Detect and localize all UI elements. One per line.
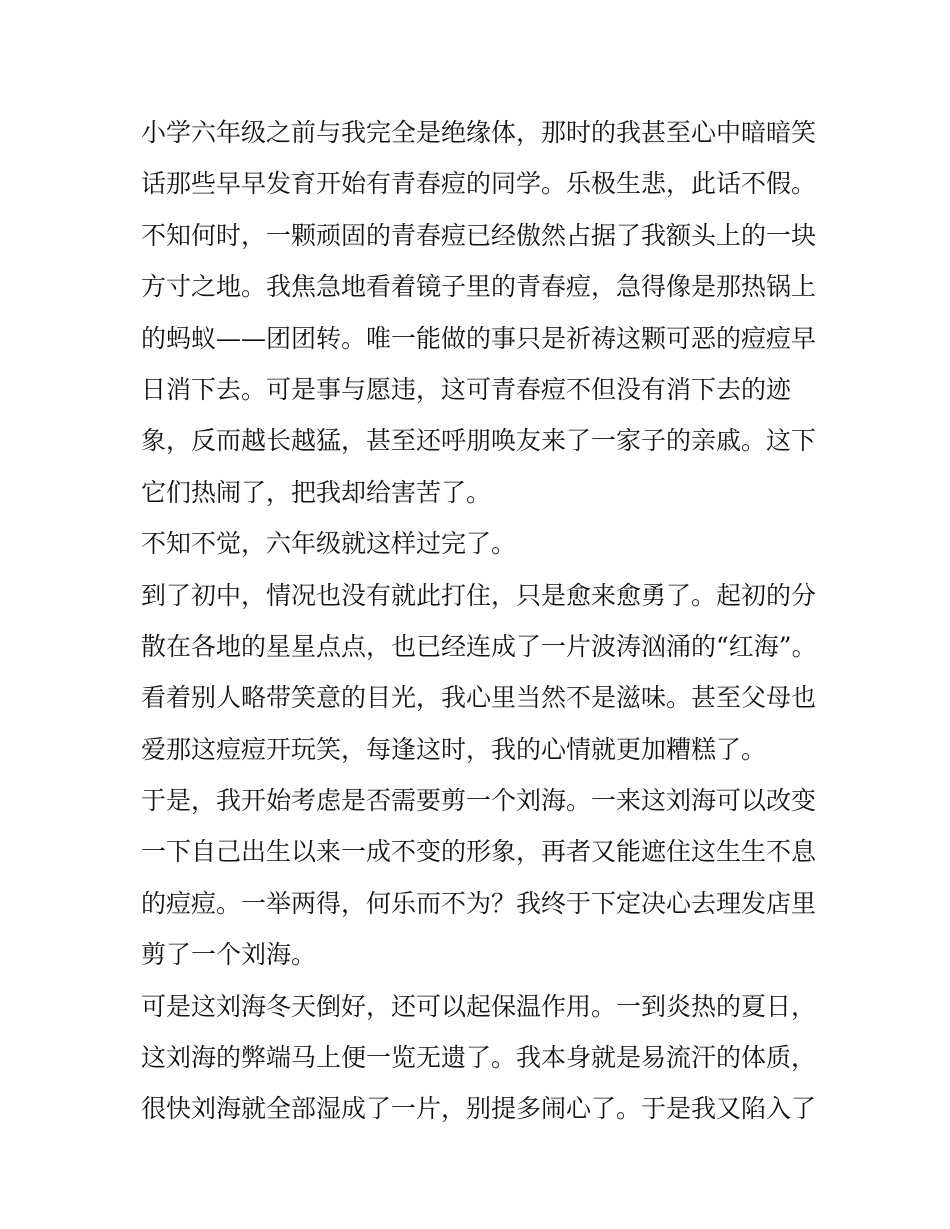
text-line: 不知何时，一颗顽固的青春痘已经傲然占据了我额头上的一块	[141, 220, 817, 250]
text-line: 方寸之地。我焦急地看着镜子里的青春痘，急得像是那热锅上	[141, 272, 817, 302]
text-line: 爱那这痘痘开玩笑，每逢这时，我的心情就更加糟糕了。	[141, 734, 767, 764]
text-line: 散在各地的星星点点，也已经连成了一片波涛汹涌的“红海”。	[141, 631, 817, 661]
text-line: 看着别人略带笑意的目光，我心里当然不是滋味。甚至父母也	[141, 683, 817, 713]
text-line: 不知不觉，六年级就这样过完了。	[141, 529, 517, 559]
document-body	[141, 107, 831, 1135]
paragraph-5	[141, 981, 831, 1135]
text-line: 到了初中，情况也没有就此打住，只是愈来愈勇了。起初的分	[141, 580, 817, 610]
text-line: 日消下去。可是事与愿违，这可青春痘不但没有消下去的迹	[141, 374, 792, 404]
text-line: 可是这刘海冬天倒好，还可以起保温作用。一到炎热的夏日，	[141, 991, 817, 1021]
text-line: 话那些早早发育开始有青春痘的同学。乐极生悲，此话不假。	[141, 169, 817, 199]
text-line: 的蚂蚁——团团转。唯一能做的事只是祈祷这颗可恶的痘痘早	[141, 323, 817, 353]
text-line: 于是，我开始考虑是否需要剪一个刘海。一来这刘海可以改变	[141, 786, 817, 816]
text-line: 很快刘海就全部湿成了一片，别提多闹心了。于是我又陷入了	[141, 1094, 817, 1124]
paragraph-3	[141, 570, 831, 776]
text-line: 的痘痘。一举两得，何乐而不为？我终于下定决心去理发店里	[141, 888, 817, 918]
text-line: 小学六年级之前与我完全是绝缘体，那时的我甚至心中暗暗笑	[141, 118, 817, 147]
paragraph-1	[141, 107, 831, 518]
text-line: 剪了一个刘海。	[141, 940, 317, 970]
text-line: 象，反而越长越猛，甚至还呼朋唤友来了一家子的亲戚。这下	[141, 426, 817, 456]
paragraph-2	[141, 518, 831, 569]
paragraph-4	[141, 775, 831, 981]
text-line: 这刘海的弊端马上便一览无遗了。我本身就是易流汗的体质，	[141, 1043, 817, 1073]
text-line: 一下自己出生以来一成不变的形象，再者又能遮住这生生不息	[141, 837, 817, 867]
text-line: 它们热闹了，把我却给害苦了。	[141, 477, 492, 507]
